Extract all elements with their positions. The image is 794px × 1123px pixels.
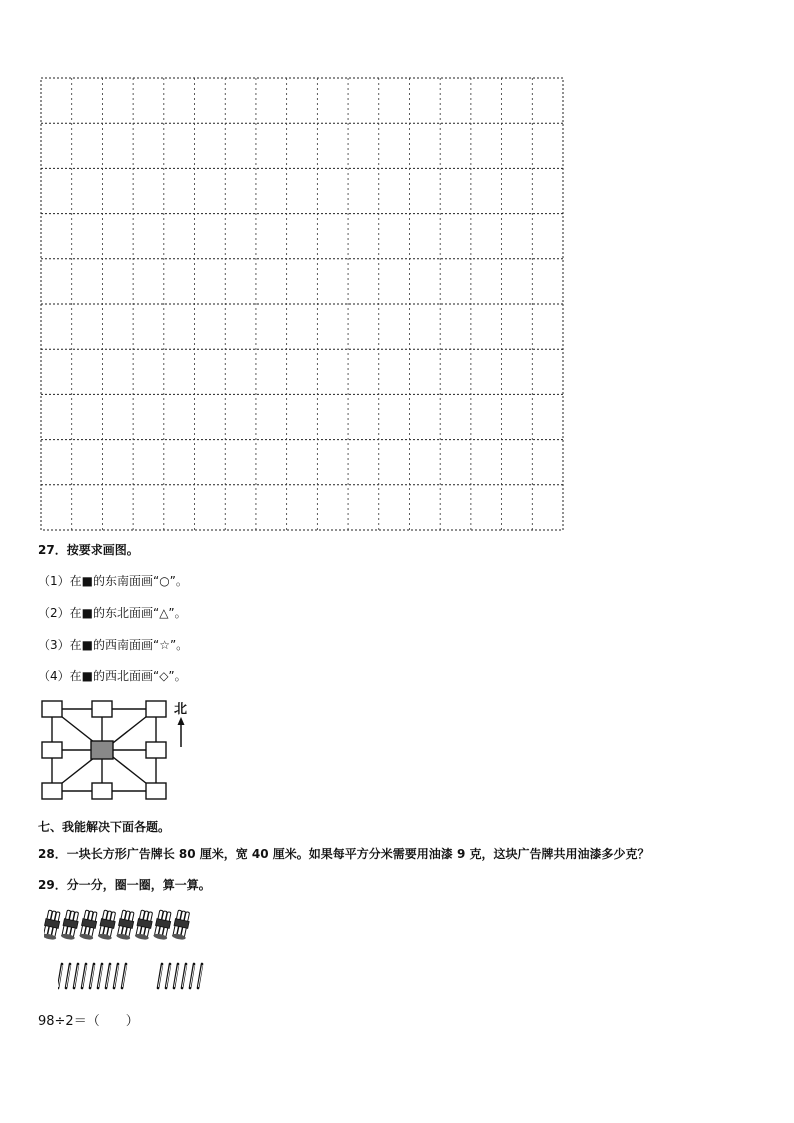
stick-bundle-icon [60,910,80,941]
question-29-title: 29．分一分，圈一圈，算一算。 [38,878,211,892]
section-7-title: 七、我能解决下面各题。 [38,820,171,834]
stick-bundle-icon [79,910,99,941]
stick-bundle-icon [134,910,154,941]
loose-stick-group [158,964,202,988]
north-label: 北 [174,702,188,717]
question-27-item-3: （3）在■的西南面画“☆”。 [38,638,189,652]
loose-sticks [58,962,228,990]
north-arrow-icon [178,717,185,747]
center-shaded-square [91,741,113,759]
loose-stick-group [58,964,126,988]
question-27-item-1: （1）在■的东南面画“○”。 [38,574,188,588]
stick-bundle-icon [171,910,191,941]
question-27-item-4: （4）在■的西北面画“◇”。 [38,669,187,683]
stick-bundle-icon [97,910,117,941]
stick-bundle-icon [44,910,62,941]
stick-bundle-icon [116,910,136,941]
stick-bundles [44,908,204,942]
stick-bundle-icon [153,910,173,941]
direction-diagram [38,697,198,805]
question-27-title: 27．按要求画图。 [38,543,139,557]
question-28-text: 28．一块长方形广告牌长 80 厘米，宽 40 厘米。如果每平方分米需要用油漆 9 克，这块广告牌共用油漆多少克？ [38,847,650,861]
writing-grid [40,77,564,531]
division-equation: 98÷2＝（ ） [38,1014,139,1029]
question-27-item-2: （2）在■的东北面画“△”。 [38,606,187,620]
